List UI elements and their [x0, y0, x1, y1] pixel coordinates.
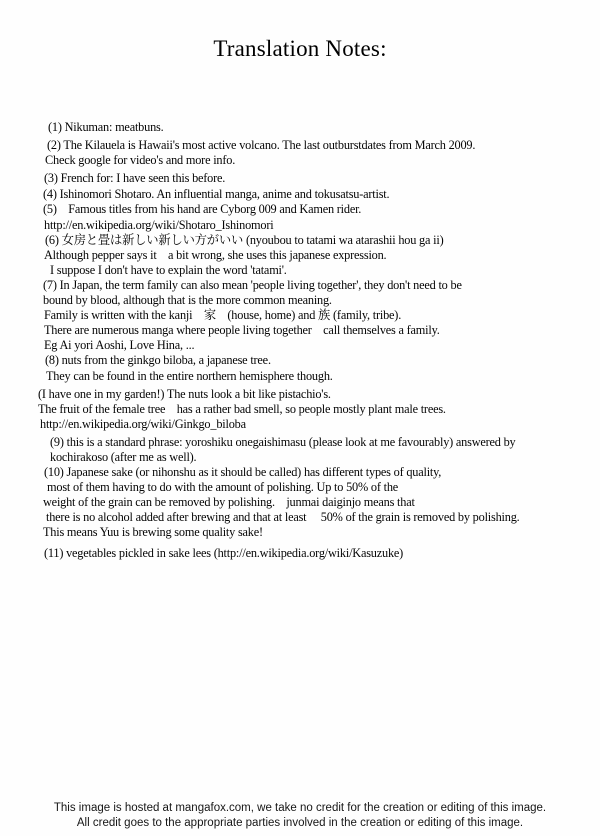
- note-line: (3) French for: I have seen this before.: [44, 171, 226, 186]
- note-line: most of them having to do with the amount of polishing. Up to 50% of the: [47, 480, 399, 495]
- note-line: This means Yuu is brewing some quality sake!: [43, 525, 263, 540]
- note-line: http://en.wikipedia.org/wiki/Ginkgo_biloba: [40, 416, 246, 431]
- note-line: (8) nuts from the ginkgo biloba, a japanese tree.: [45, 353, 271, 368]
- translation-notes-body: [0, 120, 600, 561]
- page-title: Translation Notes:: [213, 36, 387, 61]
- note-line: bound by blood, although that is the more common meaning.: [43, 293, 332, 308]
- note-line: weight of the grain can be removed by polishing. junmai daiginjo means that: [43, 495, 415, 510]
- disclaimer-line-1: This image is hosted at mangafox.com, we take no credit for the creation or editing of this image.: [53, 802, 547, 814]
- note-line: Family is written with the kanji 家 (house, home) and 族 (family, tribe).: [44, 308, 402, 323]
- note-line: (11) vegetables pickled in sake lees (http://en.wikipedia.org/wiki/Kasuzuke): [44, 545, 404, 560]
- note-line: http://en.wikipedia.org/wiki/Shotaro_Ishinomori: [44, 217, 274, 232]
- note-line: (1) Nikuman: meatbuns.: [48, 120, 164, 134]
- note-line: (5) Famous titles from his hand are Cyborg 009 and Kamen rider.: [43, 202, 362, 217]
- note-line: There are numerous manga where people living together call themselves a family.: [44, 323, 440, 338]
- note-line: I suppose I don't have to explain the word 'tatami'.: [50, 262, 287, 277]
- note-line: (9) this is a standard phrase: yoroshiku onegaishimasu (please look at me favourably) answered by: [50, 434, 516, 449]
- note-line: (2) The Kilauela is Hawaii's most active volcano. The last outburstdates from March 2009.: [47, 138, 476, 153]
- note-line: (10) Japanese sake (or nihonshu as it should be called) has different types of quality,: [44, 465, 442, 480]
- disclaimer-line-2: All credit goes to the appropriate parties involved in the creation or editing of this image.: [76, 817, 524, 829]
- note-line: there is no alcohol added after brewing and that at least 50% of the grain is removed by polishing.: [46, 510, 520, 525]
- note-line: (6) 女房と畳は新しい新しい方がいい (nyoubou to tatami wa atarashii hou ga ii): [45, 232, 444, 247]
- note-line: (I have one in my garden!) The nuts look a bit like pistachio's.: [38, 386, 331, 401]
- note-line: Check google for video's and more info.: [45, 153, 236, 168]
- note-line: kochirakoso (after me as well).: [50, 449, 197, 464]
- note-line: Eg Ai yori Aoshi, Love Hina, ...: [44, 338, 195, 353]
- note-line: The fruit of the female tree has a rather bad smell, so people mostly plant male trees.: [38, 401, 446, 416]
- note-line: They can be found in the entire northern hemisphere though.: [46, 368, 333, 383]
- note-line: Although pepper says it a bit wrong, she uses this japanese expression.: [44, 247, 387, 262]
- note-line: (4) Ishinomori Shotaro. An influential manga, anime and tokusatsu-artist.: [43, 187, 390, 202]
- hosting-disclaimer: [0, 801, 600, 831]
- note-line: (7) In Japan, the term family can also mean 'people living together', they don't need to be: [43, 277, 462, 292]
